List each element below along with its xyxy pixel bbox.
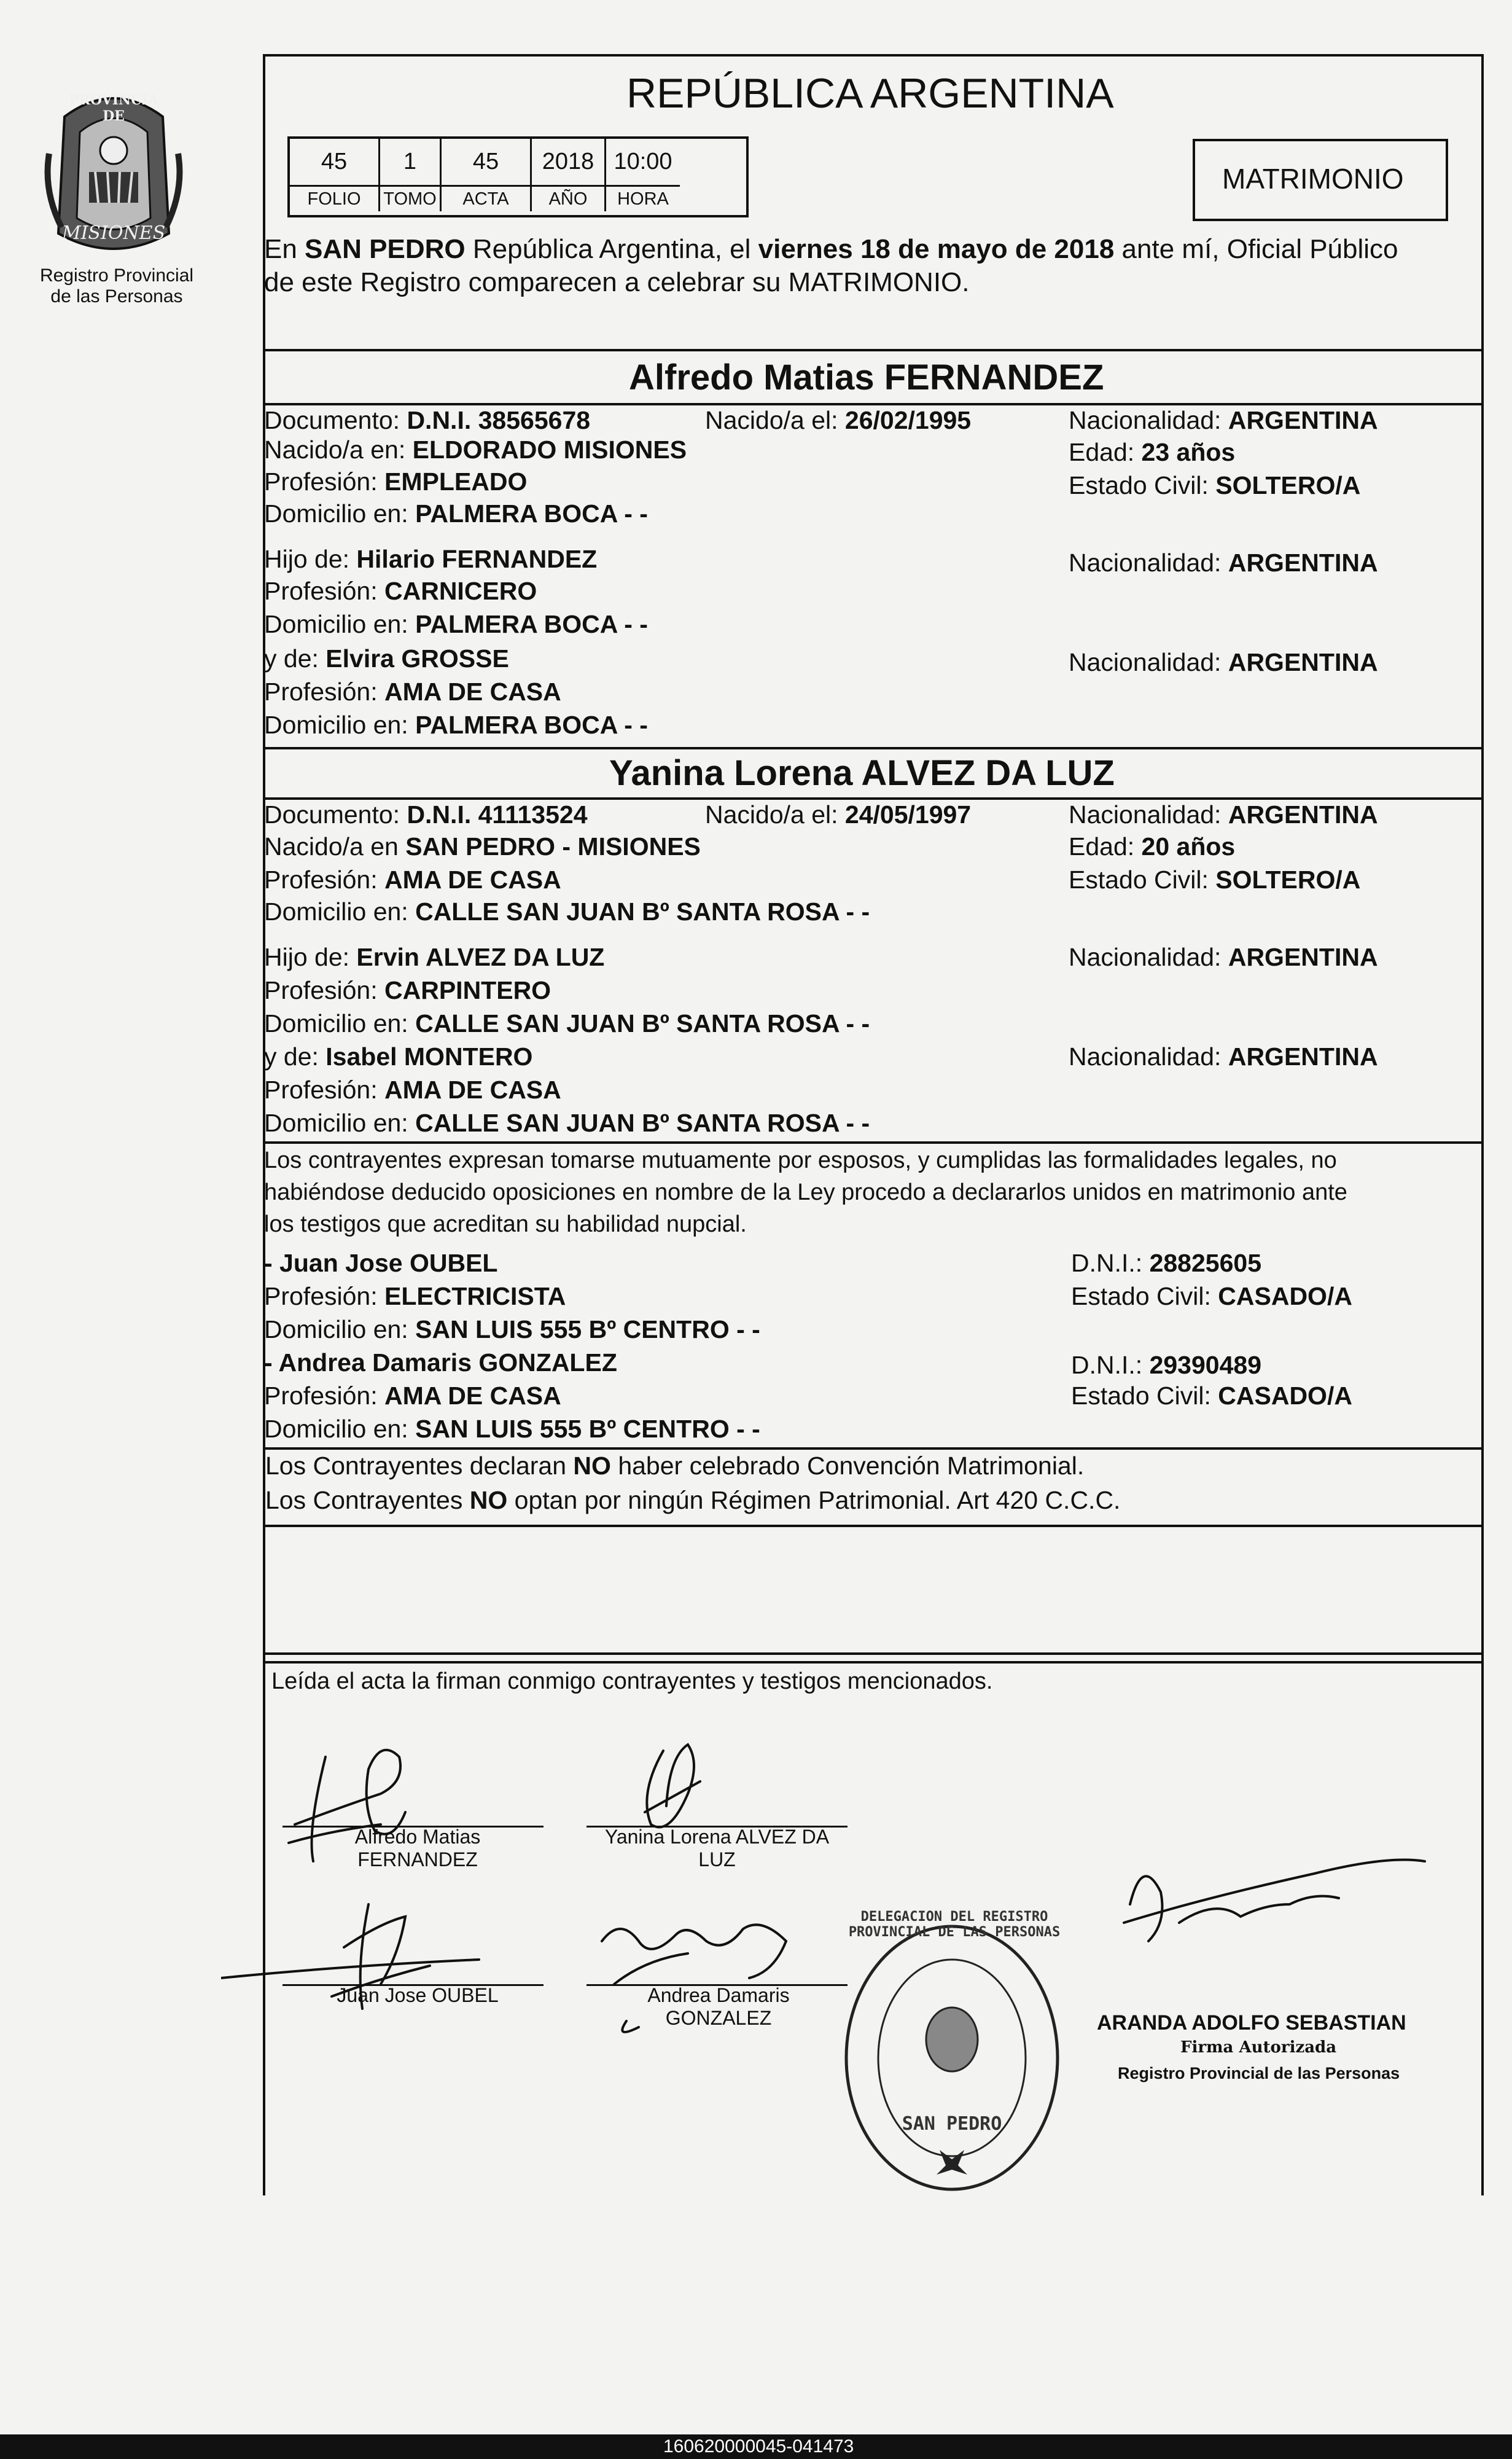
hora-value: 10:00 [606,139,680,187]
anio-label: AÑO [532,187,606,211]
intro-text: ante mí, Oficial Público [1114,234,1398,264]
folio-value: 45 [290,139,380,187]
groom-mother-profession: Profesión: AMA DE CASA [264,678,561,706]
witness1-address: Domicilio en: SAN LUIS 555 Bº CENTRO - - [264,1315,760,1343]
emblem-bottom-text: MISIONES [61,222,166,244]
witness2-civil-status: Estado Civil: CASADO/A [1071,1382,1352,1410]
officer-role: Firma Autorizada [1180,2038,1337,2057]
divider [263,349,1481,351]
act-fields-grid [287,136,749,217]
divider [263,1141,1481,1144]
act-type-label: MATRIMONIO [1222,163,1404,195]
bride-civil-status: Estado Civil: SOLTERO/A [1069,866,1361,894]
bride-mother-name: y de: Isabel MONTERO [264,1042,533,1071]
folio-label: FOLIO [290,187,380,211]
groom-age: Edad: 23 años [1069,438,1236,466]
intro-date: viernes 18 de mayo de 2018 [758,234,1115,264]
declaration-line1: Los contrayentes expresan tomarse mutuamente por esposos, y cumplidas las formalidades legales, no [264,1147,1337,1173]
declaration-line3: los testigos que acreditan su habilidad nupcial. [264,1211,747,1237]
acta-label: ACTA [442,187,532,211]
divider [263,1525,1481,1527]
groom-profession: Profesión: EMPLEADO [264,467,528,496]
groom-mother-address: Domicilio en: PALMERA BOCA - - [264,711,648,739]
bride-mother-address: Domicilio en: CALLE SAN JUAN Bº SANTA ROSA - - [264,1109,870,1137]
bride-father-profession: Profesión: CARPINTERO [264,976,551,1004]
divider [263,797,1481,800]
witness2-dni: D.N.I.: 29390489 [1071,1351,1261,1379]
witness2-profession: Profesión: AMA DE CASA [264,1382,561,1410]
intro-line2: de este Registro comparecen a celebrar su MATRIMONIO. [264,267,970,297]
groom-father-profession: Profesión: CARNICERO [264,577,537,605]
declaration-line2: habiéndose deducido oposiciones en nombre de la Ley procedo a declararlos unidos en matrimonio ante [264,1179,1347,1205]
bride-age: Edad: 20 años [1069,832,1236,861]
registry-name-line2: de las Personas [50,286,183,307]
bride-father-name: Hijo de: Ervin ALVEZ DA LUZ [264,943,605,971]
groom-civil-status: Estado Civil: SOLTERO/A [1069,471,1361,499]
bride-profession: Profesión: AMA DE CASA [264,866,561,894]
officer-organization: Registro Provincial de las Personas [1118,2064,1400,2082]
groom-nationality: Nacionalidad: ARGENTINA [1069,406,1378,434]
groom-address: Domicilio en: PALMERA BOCA - - [264,499,648,528]
tomo-label: TOMO [380,187,442,211]
witness2-signature-label: Andrea Damaris GONZALEZ [647,1984,790,2029]
tomo-value: 1 [380,139,442,187]
anio-value: 2018 [532,139,606,187]
groom-name: Alfredo Matias FERNANDEZ [629,358,1104,397]
witness1-name: - Juan Jose OUBEL [264,1249,498,1277]
groom-birthdate: Nacido/a el: 26/02/1995 [705,406,972,434]
bride-birthdate: Nacido/a el: 24/05/1997 [705,800,972,829]
witness1-signature-label: Juan Jose OUBEL [337,1984,499,2006]
intro-line1 [264,236,1398,263]
divider [263,1447,1481,1450]
intro-text: En [264,234,305,264]
official-stamp-icon [835,1917,1069,2199]
bride-document: Documento: D.N.I. 41113524 [264,800,588,829]
footer-code: 160620000045-041473 [663,2436,854,2457]
country-title: REPÚBLICA ARGENTINA [626,70,1114,117]
divider [263,747,1481,749]
bride-father-address: Domicilio en: CALLE SAN JUAN Bº SANTA ROSA - - [264,1009,870,1038]
witness1-dni: D.N.I.: 28825605 [1071,1249,1261,1277]
stamp-center-text: SAN PEDRO [902,2113,1002,2135]
officer-name: ARANDA ADOLFO SEBASTIAN [1097,2011,1406,2035]
groom-birthplace: Nacido/a en: ELDORADO MISIONES [264,436,687,464]
bride-name: Yanina Lorena ALVEZ DA LUZ [609,753,1115,793]
registry-name-line1: Registro Provincial [39,265,194,286]
groom-document: Documento: D.N.I. 38565678 [264,406,591,434]
witness2-name: - Andrea Damaris GONZALEZ [264,1348,617,1377]
acta-value: 45 [442,139,532,187]
regime-line1: Los Contrayentes declaran NO haber celebrado Convención Matrimonial. [265,1452,1085,1480]
divider [263,403,1481,405]
groom-mother-nationality: Nacionalidad: ARGENTINA [1069,648,1378,676]
intro-text: República Argentina, el [465,234,758,264]
stamp-ring-text: DELEGACION DEL REGISTRO PROVINCIAL DE LAS PERSONAS [848,1909,1061,1940]
bride-father-nationality: Nacionalidad: ARGENTINA [1069,943,1378,971]
groom-father-nationality: Nacionalidad: ARGENTINA [1069,549,1378,577]
groom-father-name: Hijo de: Hilario FERNANDEZ [264,545,598,573]
bride-mother-nationality: Nacionalidad: ARGENTINA [1069,1042,1378,1071]
groom-father-address: Domicilio en: PALMERA BOCA - - [264,610,648,638]
witness1-civil-status: Estado Civil: CASADO/A [1071,1282,1352,1310]
hora-label: HORA [617,189,669,209]
witness1-profession: Profesión: ELECTRICISTA [264,1282,566,1310]
regime-line2: Los Contrayentes NO optan por ningún Régimen Patrimonial. Art 420 C.C.C. [265,1486,1121,1514]
bride-nationality: Nacionalidad: ARGENTINA [1069,800,1378,829]
bride-address: Domicilio en: CALLE SAN JUAN Bº SANTA ROSA - - [264,897,870,926]
bride-mother-profession: Profesión: AMA DE CASA [264,1076,561,1104]
bride-birthplace: Nacido/a en SAN PEDRO - MISIONES [264,832,701,861]
groom-mother-name: y de: Elvira GROSSE [264,644,509,673]
witness2-address: Domicilio en: SAN LUIS 555 Bº CENTRO - - [264,1415,760,1443]
closing-statement: Leída el acta la firman conmigo contrayentes y testigos mencionados. [271,1668,993,1694]
bride-signature-label: Yanina Lorena ALVEZ DA LUZ [604,1826,830,1871]
emblem-top-text: PROVINCIA DE [69,92,158,124]
groom-signature-label: Alfredo Matias FERNANDEZ [354,1826,481,1871]
intro-city: SAN PEDRO [305,234,466,264]
